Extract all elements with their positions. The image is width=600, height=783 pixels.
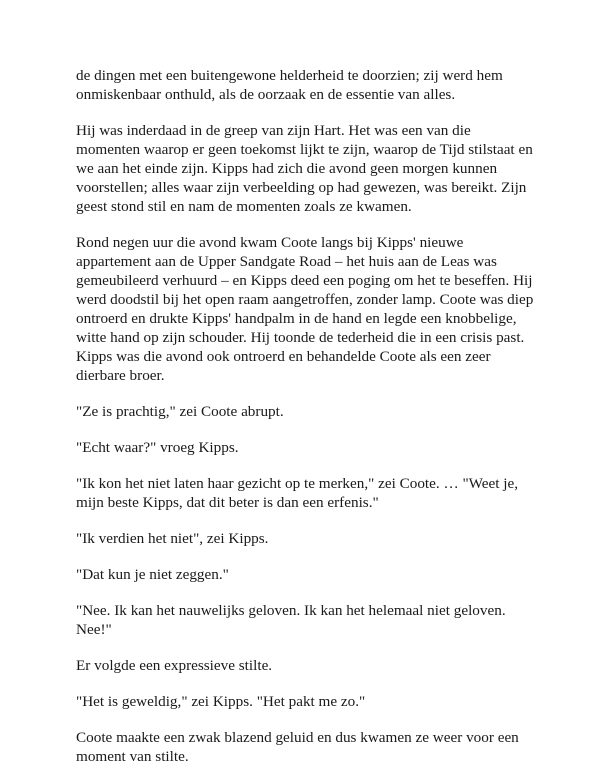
paragraph: "Dat kun je niet zeggen."	[76, 566, 229, 583]
paragraph: "Het is geweldig," zei Kipps. "Het pakt me zo."	[76, 693, 366, 710]
paragraph: Er volgde een expressieve stilte.	[76, 657, 273, 674]
paragraph: Rond negen uur die avond kwam Coote langs bij Kipps' nieuwe appartement aan de Upper Sandgate Road – het huis aan de Leas was gemeubileerd verhuurd – en Kipps deed een poging om het te beseffen. Hij werd doodstil bij het open raam aangetroffen, zonder lamp. Coote was diep ontroerd en drukte Kipps' handpalm in de hand en legde een knobbelige, witte hand op zijn schouder. Hij toonde de tederheid die in een crisis past. Kipps was die avond ook ontroerd en behandelde Coote als een zeer dierbare broer.	[76, 234, 534, 384]
paragraph: "Ze is prachtig," zei Coote abrupt.	[76, 403, 284, 420]
document-page	[76, 66, 536, 783]
paragraph: Coote maakte een zwak blazend geluid en dus kwamen ze weer voor een moment van stilte.	[76, 729, 519, 765]
paragraph: "Nee. Ik kan het nauwelijks geloven. Ik kan het helemaal niet geloven. Nee!"	[76, 602, 506, 638]
paragraph: de dingen met een buitengewone helderheid te doorzien; zij werd hem onmiskenbaar onthuld, als de oorzaak en de essentie van alles.	[76, 67, 503, 103]
paragraph: "Ik verdien het niet", zei Kipps.	[76, 530, 269, 547]
paragraph: "Echt waar?" vroeg Kipps.	[76, 439, 239, 456]
paragraph: "Ik kon het niet laten haar gezicht op te merken," zei Coote. … "Weet je, mijn beste Kipps, dat dit beter is dan een erfenis."	[76, 475, 519, 511]
paragraph: Hij was inderdaad in de greep van zijn Hart. Het was een van die momenten waarop er geen toekomst lijkt te zijn, waarop de Tijd stilstaat en we aan het einde zijn. Kipps had zich die avond geen morgen kunnen voorstellen; alles waar zijn verbeelding op had gewezen, was bereikt. Zijn geest stond stil en nam de momenten zoals ze kwamen.	[76, 122, 533, 215]
